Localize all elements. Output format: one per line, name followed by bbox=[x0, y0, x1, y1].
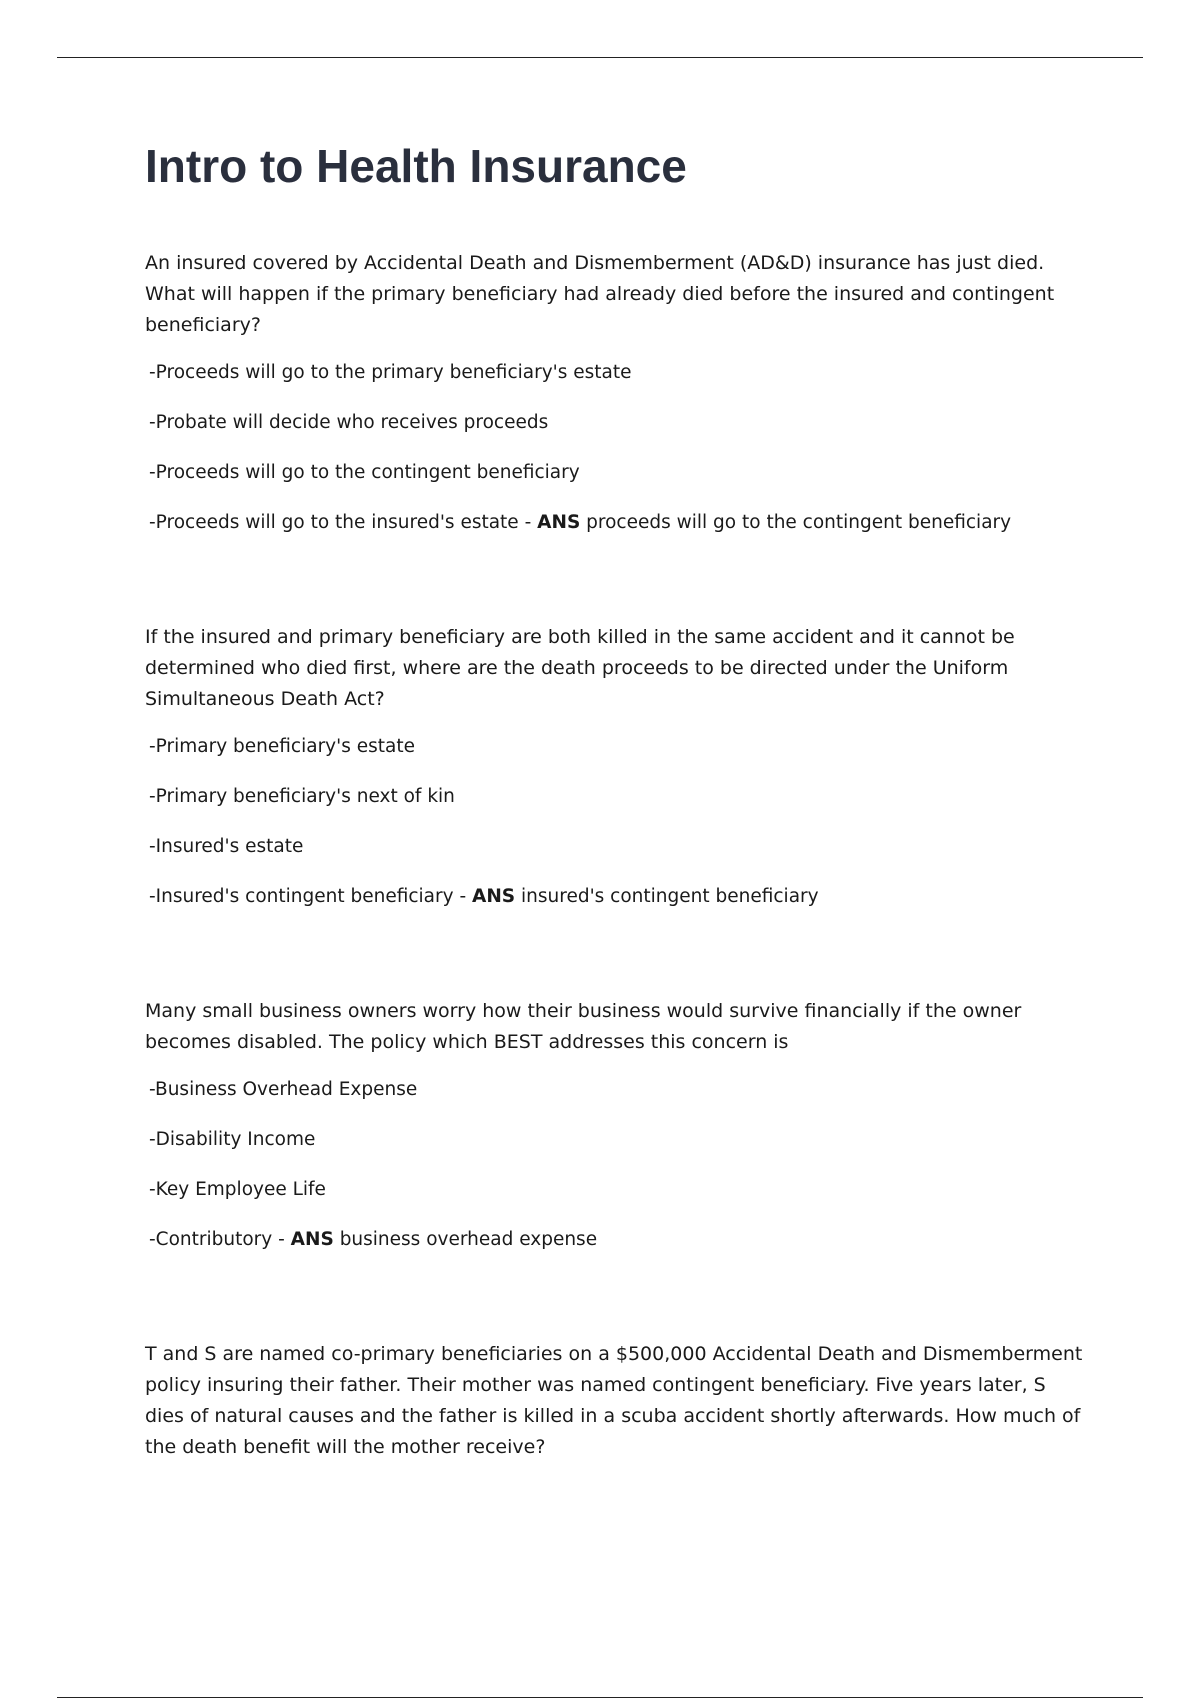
answer-option: -Proceeds will go to the contingent beneficiary bbox=[149, 461, 580, 483]
answer-label: ANS bbox=[537, 511, 581, 533]
top-rule bbox=[57, 57, 1143, 58]
option-text: -Proceeds will go to the insured's estate bbox=[149, 511, 519, 533]
option-text: -Contributory bbox=[149, 1228, 273, 1250]
question-text: Many small business owners worry how their business would survive financially if the owner becomes disabled. The policy which BEST addresses this concern is bbox=[145, 999, 1022, 1053]
answer-text: proceeds will go to the contingent beneficiary bbox=[586, 511, 1012, 533]
answer-text: business overhead expense bbox=[339, 1228, 598, 1250]
answer-option: -Disability Income bbox=[149, 1128, 316, 1150]
answer-separator: - bbox=[453, 885, 472, 907]
answer-label: ANS bbox=[290, 1228, 334, 1250]
answer-option: -Proceeds will go to the primary beneficiary's estate bbox=[149, 361, 632, 383]
answer-option-last bbox=[149, 507, 1085, 538]
answer-option: -Probate will decide who receives proceeds bbox=[149, 411, 549, 433]
answer-separator: - bbox=[272, 1228, 291, 1250]
question-block bbox=[145, 622, 1085, 912]
question-block bbox=[145, 248, 1085, 538]
answer-option: -Insured's estate bbox=[149, 835, 304, 857]
question-text: An insured covered by Accidental Death and Dismemberment (AD&D) insurance has just died. What will happen if the primary beneficiary had already died before the insured and contingent beneficiary? bbox=[145, 251, 1055, 336]
document-title: Intro to Health Insurance bbox=[145, 140, 687, 192]
answer-option-last bbox=[149, 881, 1085, 912]
answer-option: -Key Employee Life bbox=[149, 1178, 326, 1200]
question-text: If the insured and primary beneficiary are both killed in the same accident and it cannot be determined who died first, where are the death proceeds to be directed under the Uniform Simultaneous Death Act? bbox=[145, 625, 1015, 710]
question-block bbox=[145, 996, 1085, 1255]
answer-label: ANS bbox=[472, 885, 516, 907]
answer-option: -Primary beneficiary's estate bbox=[149, 735, 415, 757]
document-body bbox=[145, 140, 1085, 1547]
question-text: T and S are named co-primary beneficiaries on a $500,000 Accidental Death and Dismemberment policy insuring their father. Their mother was named contingent beneficiary. Five years later, S dies of natural causes and the father is killed in a scuba accident shortly afterwards. How much of the death benefit will the mother receive? bbox=[145, 1342, 1083, 1458]
bottom-rule bbox=[57, 1697, 1143, 1698]
answer-option: -Primary beneficiary's next of kin bbox=[149, 785, 455, 807]
answer-option: -Business Overhead Expense bbox=[149, 1078, 418, 1100]
question-block bbox=[145, 1339, 1085, 1463]
answer-option-last bbox=[149, 1224, 1085, 1255]
answer-separator: - bbox=[518, 511, 538, 533]
answer-text: insured's contingent beneficiary bbox=[521, 885, 819, 907]
option-text: -Insured's contingent beneficiary bbox=[149, 885, 454, 907]
